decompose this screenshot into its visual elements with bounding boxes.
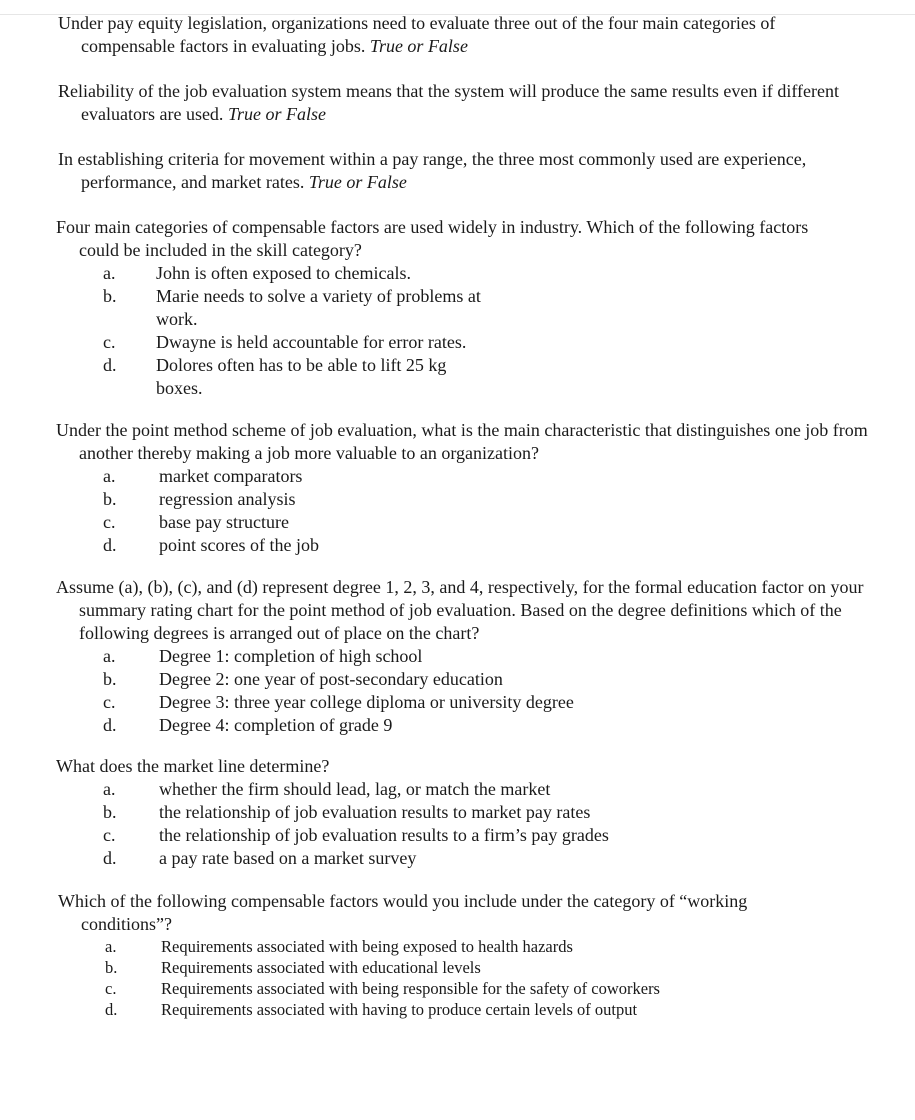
question-stem: Assume (a), (b), (c), and (d) represent degree 1, 2, 3, and 4, respectively, for the formal education factor on your summary rating chart for the point method of job evaluation. Based on the degree definitions which of the following degrees is arranged out of place on the chart? [56,577,864,643]
option-letter: d. [103,848,117,868]
option-letter: b. [105,958,118,977]
option-c [56,511,856,534]
option-letter: c. [103,692,116,712]
question-stem: What does the market line determine? [56,756,330,776]
option-letter: b. [103,286,117,306]
option-c [58,978,858,999]
option-text: Requirements associated with being exposed to health hazards [161,937,573,956]
option-letter: b. [103,489,117,509]
option-letter: d. [103,715,117,735]
option-text: Degree 1: completion of high school [159,646,423,666]
option-b [56,488,856,511]
option-text: Requirements associated with having to produce certain levels of output [161,1000,638,1019]
option-text: the relationship of job evaluation results to market pay rates [159,802,591,822]
question-stem [58,148,828,194]
option-text: point scores of the job [159,535,319,555]
option-letter: b. [103,669,117,689]
option-letter: c. [103,512,116,532]
question-stem [58,12,858,58]
option-text: regression analysis [159,489,296,509]
option-letter: a. [103,779,116,799]
option-text: Degree 4: completion of grade 9 [159,715,393,735]
option-text: Requirements associated with educational levels [161,958,481,977]
question-stem: Under the point method scheme of job evaluation, what is the main characteristic that distinguishes one job from another thereby making a job more valuable to an organization? [56,420,868,463]
true-or-false: True or False [369,36,468,56]
option-text: Dolores often has to be able to lift 25 kg boxes. [156,355,447,398]
question-5 [56,419,868,557]
option-b [56,801,856,824]
question-1 [58,12,858,58]
option-letter: a. [103,263,116,283]
option-a [56,645,856,668]
option-text: Dwayne is held accountable for error rates. [156,332,467,352]
option-letter: d. [103,355,117,375]
option-a [58,936,858,957]
question-text: Under pay equity legislation, organizations need to evaluate three out of the four main categories of compensable factors in evaluating jobs. [58,13,776,56]
option-c [56,331,856,354]
option-c [56,824,856,847]
option-letter: a. [105,937,117,956]
option-a [56,465,856,488]
option-letter: a. [103,466,116,486]
option-a [56,262,856,285]
option-letter: c. [105,979,117,998]
question-2 [58,80,858,126]
question-stem: Four main categories of compensable factors are used widely in industry. Which of the following factors could be included in the skill category? [56,217,809,260]
option-text: Degree 3: three year college diploma or university degree [159,692,574,712]
option-d [56,354,856,400]
option-text: base pay structure [159,512,289,532]
option-b [58,957,858,978]
question-6 [56,576,864,737]
option-text: Degree 2: one year of post-secondary education [159,669,503,689]
option-d [58,999,858,1020]
option-text: Requirements associated with being responsible for the safety of coworkers [161,979,660,998]
question-4 [56,216,856,400]
option-letter: d. [103,535,117,555]
option-text: Marie needs to solve a variety of problems at work. [156,286,481,329]
option-letter: a. [103,646,116,666]
option-letter: d. [105,1000,118,1019]
option-c [56,691,856,714]
option-a [56,778,856,801]
true-or-false: True or False [308,172,407,192]
option-d [56,847,856,870]
option-b [56,285,856,331]
question-stem: Which of the following compensable factors would you include under the category of “working conditions”? [58,891,748,934]
option-text: a pay rate based on a market survey [159,848,417,868]
question-8 [58,890,858,1020]
question-text: Reliability of the job evaluation system means that the system will produce the same results even if different evaluators are used. [58,81,839,124]
option-letter: c. [103,332,116,352]
question-text: In establishing criteria for movement within a pay range, the three most commonly used are experience, performance, and market rates. [58,149,807,192]
true-or-false: True or False [227,104,326,124]
option-d [56,714,856,737]
option-text: John is often exposed to chemicals. [156,263,411,283]
option-text: market comparators [159,466,303,486]
option-letter: c. [103,825,116,845]
option-letter: b. [103,802,117,822]
option-text: the relationship of job evaluation results to a firm’s pay grades [159,825,609,845]
option-text: whether the firm should lead, lag, or match the market [159,779,551,799]
question-stem [58,80,858,126]
question-3 [58,148,828,194]
option-d [56,534,856,557]
option-b [56,668,856,691]
question-7 [56,755,856,870]
